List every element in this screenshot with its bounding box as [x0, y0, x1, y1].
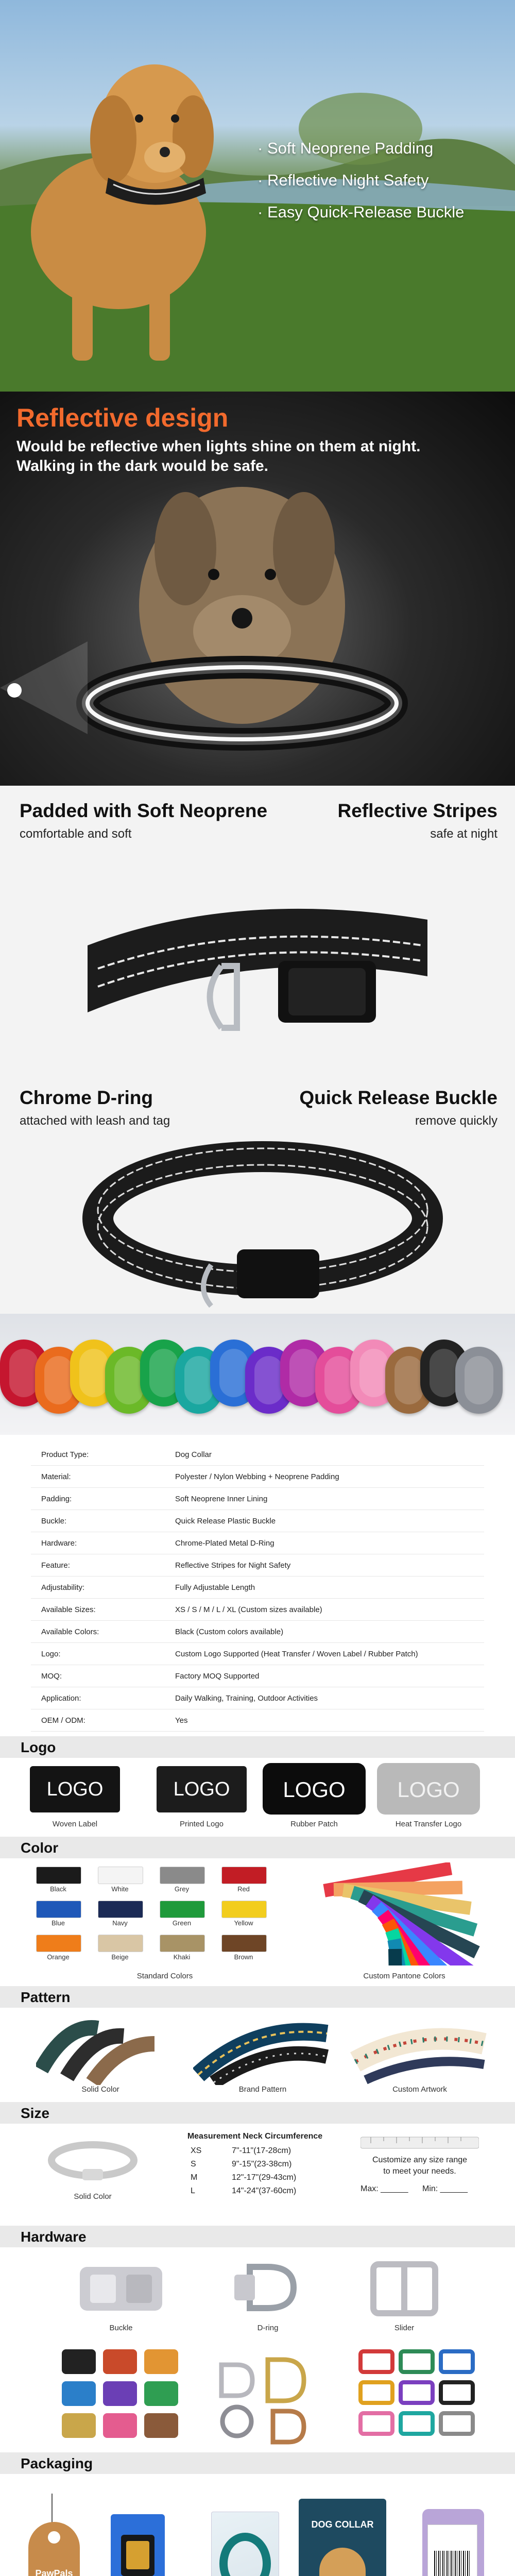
slider-color-option [360, 2382, 392, 2403]
spec-row [0, 1599, 515, 1621]
size-range: 12"-17"(29-43cm) [232, 2173, 297, 2182]
color-collars-strip [0, 1314, 515, 1435]
spec-row [0, 1488, 515, 1510]
color-swatch [221, 1935, 267, 1952]
hardware-section-title: Hardware [21, 2229, 87, 2245]
buckle-color-option [144, 2349, 178, 2374]
spec-key: OEM / ODM: [41, 1716, 85, 1725]
color-swatch-name: Grey [174, 1885, 190, 1893]
slider-color-option [441, 2413, 473, 2434]
size-code: M [191, 2173, 198, 2182]
slider-color-option [360, 2351, 392, 2372]
bullet-dot-icon: · [258, 139, 267, 157]
d-ring-image [229, 2257, 306, 2318]
collar-loop-photo [67, 1141, 458, 1311]
feature-padded-title: Padded with Soft Neoprene [20, 800, 268, 821]
hero-bullet: · Easy Quick-Release Buckle [258, 203, 465, 221]
spec-row [0, 1511, 515, 1532]
custom-size-box [355, 2134, 484, 2211]
opp-bag-image [211, 2512, 279, 2576]
spec-table [0, 1435, 515, 1736]
buckle-color-option [103, 2413, 137, 2438]
size-table [170, 2132, 340, 2214]
buckle-image [70, 2257, 173, 2318]
color-section [0, 1837, 515, 1986]
logo-option-printed [157, 1766, 247, 1812]
color-swatch [36, 1867, 81, 1884]
spec-value: Soft Neoprene Inner Lining [175, 1495, 268, 1503]
size-solid-caption: Solid Color [74, 2192, 112, 2201]
logo-caption: Woven Label [52, 1820, 98, 1828]
custom-size-text-2: to meet your needs. [383, 2167, 456, 2176]
size-table-header: Measurement Neck Circumference [187, 2132, 323, 2141]
packaging-section [0, 2452, 515, 2576]
hero-banner [0, 0, 515, 392]
golden-retriever-photo [10, 46, 278, 376]
pattern-caption: Brand Pattern [238, 2085, 287, 2094]
custom-artwork-pattern-image [350, 2013, 489, 2085]
spec-row [0, 1577, 515, 1599]
pantone-strip [388, 1949, 404, 1965]
feature-reflective-sub: safe at night [430, 827, 497, 841]
size-ruler-icon [360, 2134, 479, 2151]
color-collar-row [0, 1314, 515, 1435]
size-range: 9"-15"(23-38cm) [232, 2160, 292, 2168]
features-section [0, 786, 515, 1314]
spec-key: Available Sizes: [41, 1605, 96, 1614]
logo-caption: Heat Transfer Logo [395, 1820, 462, 1828]
spec-value: Dog Collar [175, 1450, 212, 1459]
color-swatch [221, 1867, 267, 1884]
bullet-dot-icon: · [258, 203, 267, 221]
spec-row [0, 1555, 515, 1577]
logo-caption: Printed Logo [179, 1820, 224, 1828]
d-ring-variants-image [206, 2344, 335, 2447]
dog-night-photo [0, 487, 515, 786]
standard-color-swatches [36, 1867, 294, 1970]
retail-box-image [299, 2499, 386, 2576]
size-code: S [191, 2160, 196, 2168]
spec-key: Feature: [41, 1561, 70, 1570]
slider-color-option [401, 2382, 433, 2403]
slider-image [363, 2257, 445, 2318]
spec-key: Padding: [41, 1495, 72, 1503]
size-code: XS [191, 2146, 202, 2155]
section-title-bar [0, 1837, 515, 1858]
pattern-section-title: Pattern [21, 1989, 71, 2005]
spec-value: Factory MOQ Supported [175, 1672, 260, 1681]
section-title-bar [0, 2102, 515, 2124]
color-swatch [160, 1935, 205, 1952]
buckle-color-option [62, 2349, 96, 2374]
spec-value: Daily Walking, Training, Outdoor Activities [175, 1694, 318, 1703]
spec-row [0, 1666, 515, 1687]
spec-key: Application: [41, 1694, 81, 1703]
spec-key: Adjustability: [41, 1583, 85, 1592]
color-swatch [98, 1867, 143, 1884]
color-swatch-name: Black [50, 1885, 66, 1893]
size-range: 7"-11"(17-28cm) [232, 2146, 291, 2155]
color-swatch-name: Orange [47, 1953, 70, 1961]
hero-bullet: · Reflective Night Safety [258, 171, 429, 189]
hang-tag-image [28, 2494, 80, 2576]
color-swatch [160, 1867, 205, 1884]
hardware-caption: Slider [394, 2324, 415, 2332]
pantone-caption: Custom Pantone Colors [363, 1972, 445, 1980]
spec-value: Polyester / Nylon Webbing + Neoprene Padding [175, 1472, 339, 1481]
hangtag-brand: PawPals [35, 2568, 73, 2576]
color-swatch-name: Brown [234, 1953, 253, 1961]
buckle-colors-image [57, 2344, 185, 2447]
spec-row [0, 1710, 515, 1732]
buckle-color-option [62, 2381, 96, 2406]
logo-text: LOGO [283, 1777, 346, 1802]
size-row [170, 2187, 340, 2200]
color-swatch [36, 1935, 81, 1952]
custom-size-text-1: Customize any size range [372, 2156, 468, 2164]
section-title-bar [0, 1986, 515, 2008]
spec-key: Logo: [41, 1650, 61, 1658]
slider-color-option [441, 2351, 473, 2372]
buckle-color-option [144, 2413, 178, 2438]
size-range: 14"-24"(37-60cm) [232, 2187, 297, 2195]
buckle-color-option [103, 2349, 137, 2374]
reflective-design-section [0, 392, 515, 786]
spec-value: Fully Adjustable Length [175, 1583, 255, 1592]
color-swatch-name: Yellow [234, 1919, 253, 1927]
collar-closeup-photo [67, 858, 458, 1074]
color-swatch-name: Blue [51, 1919, 65, 1927]
spec-row [0, 1444, 515, 1466]
color-swatch [160, 1901, 205, 1918]
color-swatch-name: Khaki [173, 1953, 191, 1961]
logo-option-heat-transfer [377, 1763, 480, 1815]
slider-colors-image [355, 2344, 484, 2447]
max-field: Max: ______ [360, 2184, 408, 2193]
feature-buckle-sub: remove quickly [415, 1114, 497, 1128]
spec-key: Hardware: [41, 1539, 77, 1548]
size-collar-image [41, 2132, 144, 2189]
spec-row [0, 1466, 515, 1488]
spec-value: Yes [175, 1716, 188, 1725]
barcode-label-image [412, 2509, 489, 2576]
buckle-color-option [144, 2381, 178, 2406]
header-card-image [111, 2514, 165, 2576]
pattern-caption: Custom Artwork [392, 2085, 447, 2094]
slider-color-option [401, 2351, 433, 2372]
hardware-section [0, 2226, 515, 2452]
reflective-title: Reflective design [16, 403, 229, 432]
min-field: Min: ______ [422, 2184, 468, 2193]
logo-section [0, 1736, 515, 1837]
reflective-line-1: Would be reflective when lights shine on them at night. [16, 438, 421, 455]
retail-box-label: DOG COLLAR [311, 2519, 374, 2530]
color-swatch-name: Navy [112, 1919, 128, 1927]
spec-row [0, 1688, 515, 1709]
slider-color-option [360, 2413, 392, 2434]
section-title-bar [0, 1736, 515, 1758]
spec-key: Buckle: [41, 1517, 67, 1526]
color-swatch [36, 1901, 81, 1918]
spec-value: Quick Release Plastic Buckle [175, 1517, 276, 1526]
brand-pattern-image [193, 2013, 332, 2085]
spec-row [0, 1621, 515, 1643]
feature-dring-title: Chrome D-ring [20, 1087, 153, 1108]
hardware-caption: Buckle [109, 2324, 133, 2332]
logo-text: LOGO [46, 1778, 104, 1800]
size-section-title: Size [21, 2105, 50, 2121]
spec-value: XS / S / M / L / XL (Custom sizes available) [175, 1605, 322, 1614]
spec-value: Reflective Stripes for Night Safety [175, 1561, 291, 1570]
buckle-color-option [103, 2381, 137, 2406]
spec-row [0, 1643, 515, 1665]
hardware-caption: D-ring [257, 2324, 279, 2332]
feature-reflective-title: Reflective Stripes [337, 800, 497, 821]
logo-caption: Rubber Patch [290, 1820, 338, 1828]
size-code: L [191, 2187, 195, 2195]
size-section [0, 2102, 515, 2226]
logo-section-title: Logo [21, 1739, 56, 1755]
spec-value: Black (Custom colors available) [175, 1628, 284, 1636]
pantone-fan-image [314, 1862, 484, 1965]
size-row [170, 2160, 340, 2173]
spec-key: Material: [41, 1472, 71, 1481]
spec-key: Product Type: [41, 1450, 89, 1459]
size-row [170, 2146, 340, 2160]
standard-colors-caption: Standard Colors [136, 1972, 193, 1980]
slider-color-option [401, 2413, 433, 2434]
logo-text: LOGO [173, 1778, 230, 1800]
slider-color-option [441, 2382, 473, 2403]
packaging-section-title: Packaging [21, 2455, 93, 2471]
pattern-caption: Solid Color [81, 2085, 119, 2094]
spec-key: Available Colors: [41, 1628, 99, 1636]
color-swatch [98, 1935, 143, 1952]
logo-option-woven [30, 1766, 120, 1812]
color-swatch [221, 1901, 267, 1918]
pattern-section [0, 1986, 515, 2102]
color-section-title: Color [21, 1840, 59, 1856]
bullet-dot-icon: · [258, 171, 267, 189]
color-swatch-name: Beige [111, 1953, 129, 1961]
logo-option-rubber [263, 1763, 366, 1815]
solid-color-pattern-image [36, 2013, 165, 2085]
spec-row [0, 1533, 515, 1554]
reflective-line-2: Walking in the dark would be safe. [16, 457, 268, 474]
spec-value: Custom Logo Supported (Heat Transfer / Woven Label / Rubber Patch) [175, 1650, 418, 1658]
color-swatch-name: White [111, 1885, 129, 1893]
feature-padded-sub: comfortable and soft [20, 827, 132, 841]
feature-buckle-title: Quick Release Buckle [299, 1087, 497, 1108]
hero-bullet: · Soft Neoprene Padding [258, 139, 434, 157]
feature-dring-sub: attached with leash and tag [20, 1114, 170, 1128]
collar-color-option [455, 1347, 503, 1414]
size-row [170, 2173, 340, 2187]
spec-key: MOQ: [41, 1672, 62, 1681]
color-swatch-name: Green [172, 1919, 192, 1927]
spec-rows [0, 1435, 515, 1736]
color-swatch [98, 1901, 143, 1918]
logo-text: LOGO [397, 1777, 460, 1802]
color-swatch-name: Red [237, 1885, 250, 1893]
buckle-color-option [62, 2413, 96, 2438]
spec-value: Chrome-Plated Metal D-Ring [175, 1539, 274, 1548]
